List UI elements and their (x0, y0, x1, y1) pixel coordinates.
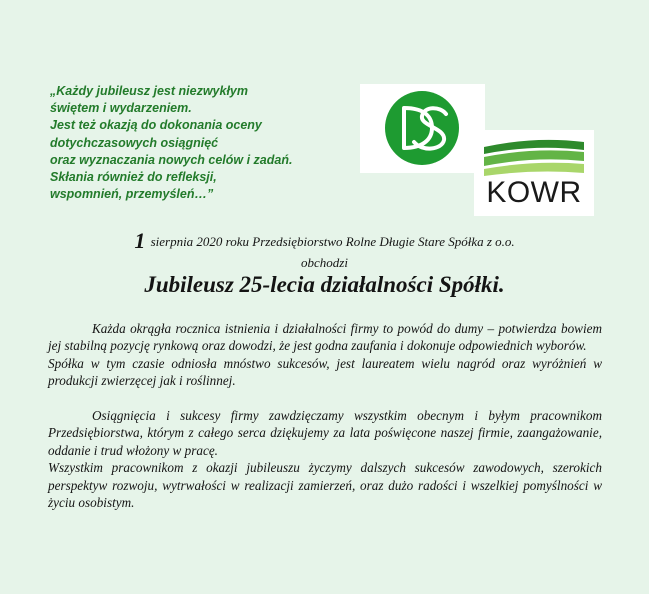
headline-text: sierpnia 2020 roku Przedsiębiorstwo Rolne Długie Stare Spółka z o.o. (150, 234, 515, 249)
paragraph-gap (48, 390, 602, 407)
kowr-label: KOWR (486, 176, 582, 209)
quote-line: wspomnień, przemyśleń…” (50, 187, 214, 202)
kowr-logo (474, 130, 594, 216)
ds-logo (360, 84, 485, 173)
paragraph: Każda okrągła rocznica istnienia i działalności firmy to powód do dumy – potwierdza bowiem jej stabilną pozycję rynkową oraz dowodzi, że jest godna zaufania i dokonuje odpowiednich wyborów. (48, 321, 602, 354)
headline-day: 1 (134, 228, 146, 253)
ds-logo-icon (360, 84, 485, 173)
paragraph: Osiągnięcia i sukcesy firmy zawdzięczamy wszystkim obecnym i byłym pracownikom Przedsiębiorstwa, którym z całego serca dziękujemy za lata poświęcone naszej firmie, zaangażowanie, oddanie i trud włożony w pracę. (48, 408, 602, 458)
headline (0, 228, 649, 254)
quote-line: Skłania również do refleksji, (50, 170, 217, 185)
quote-line: dotychczasowych osiągnięć (50, 135, 219, 150)
subline: obchodzi (301, 255, 348, 270)
body-text (48, 320, 602, 511)
quote-line: świętem i wydarzeniem. (50, 101, 192, 116)
kowr-field-icon (474, 130, 594, 176)
jubilee-title: Jubileusz 25-lecia działalności Spółki. (144, 272, 505, 297)
paragraph: Spółka w tym czasie odniosła mnóstwo sukcesów, jest laureatem wielu nagród oraz wyróżnień w produkcji zwierzęcej jak i roślinnej. (48, 355, 602, 389)
quote-line: Jest też okazją do dokonania oceny (50, 118, 262, 133)
quote-line: oraz wyznaczania nowych celów i zadań. (50, 152, 293, 167)
quote-line: „Każdy jubileusz jest niezwykłym (50, 84, 248, 98)
jubilee-quote (50, 83, 350, 203)
paragraph: Wszystkim pracownikom z okazji jubileuszu życzymy dalszych sukcesów zawodowych, szerokich perspektyw rozwoju, wytrwałości w realizacji zamierzeń, oraz dużo radości i wszelkiej pomyślności w życiu osobistym. (48, 460, 602, 511)
